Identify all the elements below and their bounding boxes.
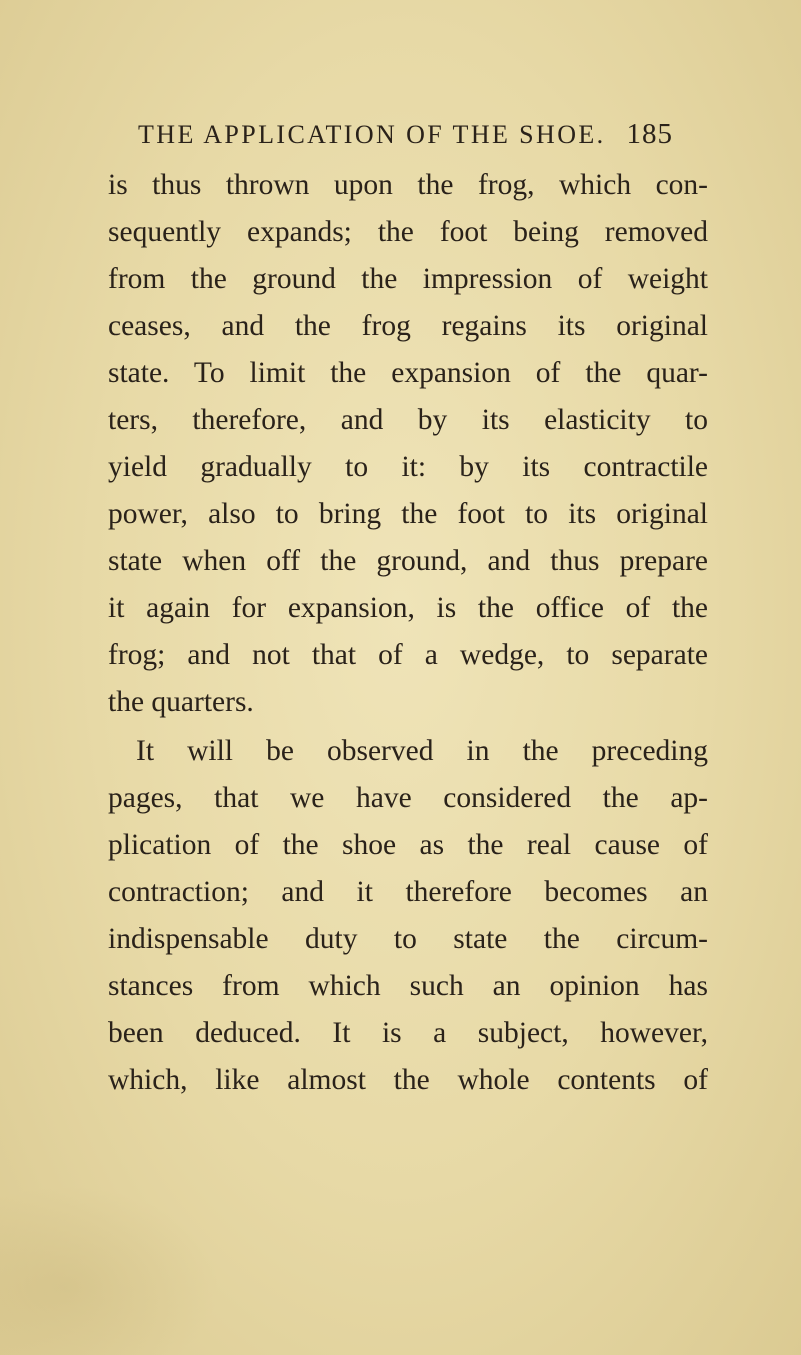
paragraph-2 [108, 728, 708, 1104]
running-title: THE APPLICATION OF THE SHOE. [138, 120, 606, 149]
text-line: is thus thrown upon the frog, which con- [108, 169, 708, 201]
paragraph-1 [108, 162, 708, 726]
text-line: which, like almost the whole contents of [108, 1064, 708, 1096]
text-line: ceases, and the frog regains its original [108, 310, 708, 342]
text-line: frog; and not that of a wedge, to separate [108, 639, 708, 671]
text-line: state when off the ground, and thus prepare [108, 545, 708, 577]
text-line: sequently expands; the foot being removed [108, 216, 708, 248]
text-line: from the ground the impression of weight [108, 263, 708, 295]
running-header [138, 118, 758, 151]
text-line: pages, that we have considered the ap- [108, 782, 708, 814]
text-line: plication of the shoe as the real cause of [108, 829, 708, 861]
text-line: state. To limit the expansion of the quar- [108, 357, 708, 389]
text-line: indispensable duty to state the circum- [108, 923, 708, 955]
text-line: ters, therefore, and by its elasticity to [108, 404, 708, 436]
text-line: It will be observed in the preceding [136, 735, 708, 767]
page-number: 185 [626, 118, 673, 150]
text-line: it again for expansion, is the office of the [108, 592, 708, 624]
text-line: contraction; and it therefore becomes an [108, 876, 708, 908]
text-line: the quarters. [108, 686, 254, 718]
paper-stain [0, 1185, 220, 1355]
text-line: stances from which such an opinion has [108, 970, 708, 1002]
text-line: been deduced. It is a subject, however, [108, 1017, 708, 1049]
text-line: power, also to bring the foot to its original [108, 498, 708, 530]
text-line: yield gradually to it: by its contractile [108, 451, 708, 483]
